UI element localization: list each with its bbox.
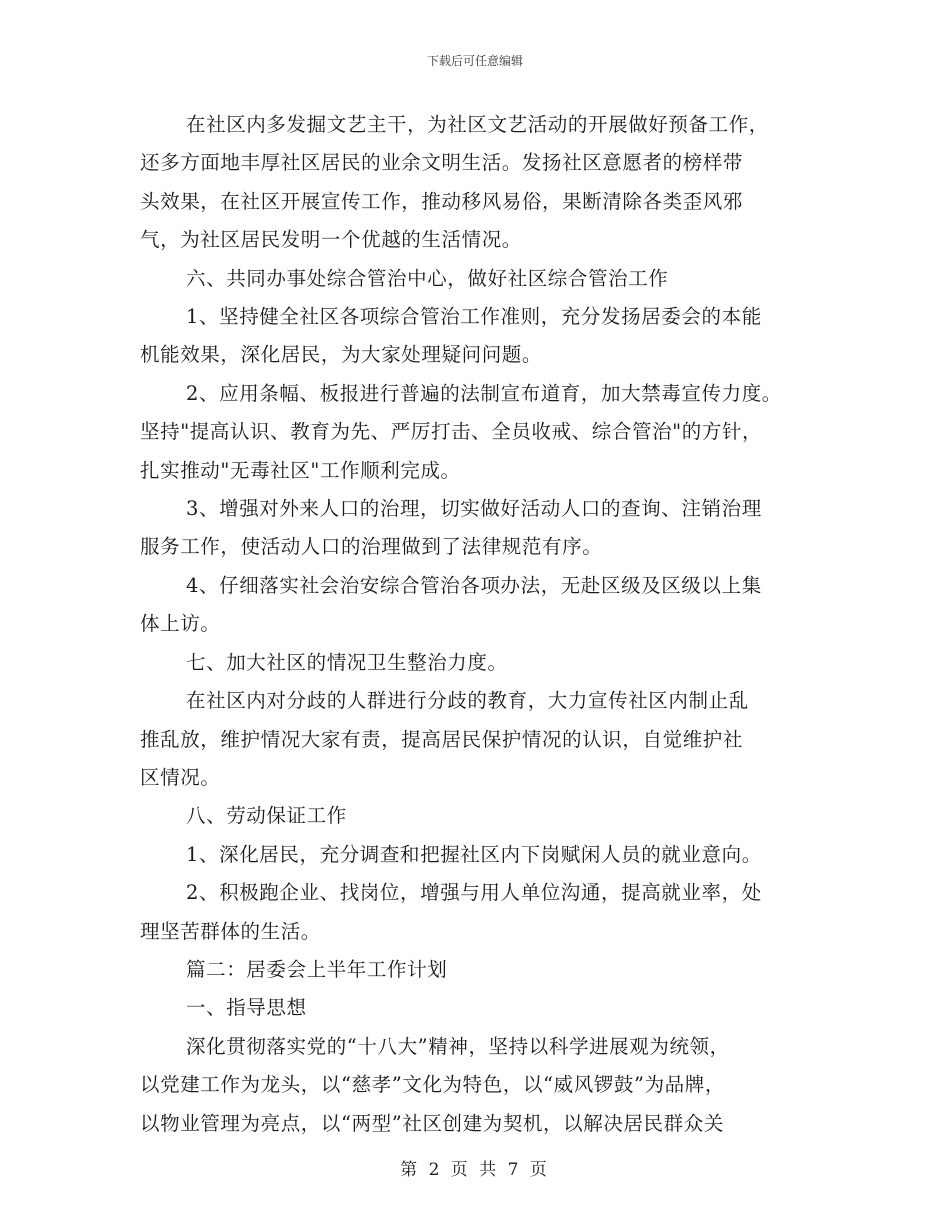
text-line: 体上访。 <box>140 612 221 636</box>
chapter-heading: 篇二：居委会上半年工作计划 <box>186 957 448 981</box>
text-line: 扎实推动"无毒社区"工作顺利完成。 <box>140 458 461 482</box>
page-header-note: 下载后可任意编辑 <box>426 54 523 68</box>
text-line: 2、积极跑企业、找岗位，增强与用人单位沟通，提高就业率，处 <box>186 881 762 905</box>
text-line: 坚持"提高认识、教育为先、严厉打击、全员收戒、综合管治"的方针， <box>140 420 763 444</box>
text-line: 3、增强对外来人口的治理，切实做好活动人口的查询、注销治理 <box>186 497 762 521</box>
text-line: 推乱放，维护情况大家有责，提高居民保护情况的认识，自觉维护社 <box>140 727 744 751</box>
text-line: 4、仔细落实社会治安综合管治各项办法，无赴区级及区级以上集 <box>186 573 762 597</box>
text-line: 以物业管理为亮点，以“两型”社区创建为契机，以解决居民群众关 <box>140 1111 724 1135</box>
text-line: 深化贯彻落实党的“十八大”精神，坚持以科学进展观为统领， <box>186 1034 730 1058</box>
text-line: 1、深化居民，充分调查和把握社区内下岗赋闲人员的就业意向。 <box>186 842 762 866</box>
page-number: 第 2 页 共 7 页 <box>400 1160 550 1180</box>
section-heading-1: 一、指导思想 <box>186 996 307 1020</box>
document-body <box>140 106 820 1143</box>
section-heading-6: 六、共同办事处综合管治中心，做好社区综合管治工作 <box>186 266 669 290</box>
text-line: 头效果，在社区开展宣传工作，推动移风易俗，果断清除各类歪风邪 <box>140 189 744 213</box>
section-heading-7: 七、加大社区的情况卫生整治力度。 <box>186 650 508 674</box>
text-line: 机能效果，深化居民，为大家处理疑问问题。 <box>140 343 543 367</box>
section-heading-8: 八、劳动保证工作 <box>186 804 347 828</box>
text-line: 区情况。 <box>140 765 221 789</box>
text-line: 以党建工作为龙头，以“慈孝”文化为特色，以“威风锣鼓”为品牌， <box>140 1073 725 1097</box>
text-line: 1、坚持健全社区各项综合管治工作准则，充分发扬居委会的本能 <box>186 305 762 329</box>
text-line: 气，为社区居民发明一个优越的生活情况。 <box>140 228 522 252</box>
text-line: 在社区内对分歧的人群进行分歧的教育，大力宣传社区内制止乱 <box>186 689 749 713</box>
text-line: 还多方面地丰厚社区居民的业余文明生活。发扬社区意愿者的榜样带 <box>140 151 744 175</box>
text-line: 理坚苦群体的生活。 <box>140 919 321 943</box>
text-line: 2、应用条幅、板报进行普遍的法制宣布道育，加大禁毒宣传力度。 <box>186 381 782 405</box>
text-line: 在社区内多发掘文艺主干，为社区文艺活动的开展做好预备工作， <box>186 113 769 136</box>
body-text <box>140 106 820 1143</box>
text-line: 服务工作，使活动人口的治理做到了法律规范有序。 <box>140 535 603 559</box>
